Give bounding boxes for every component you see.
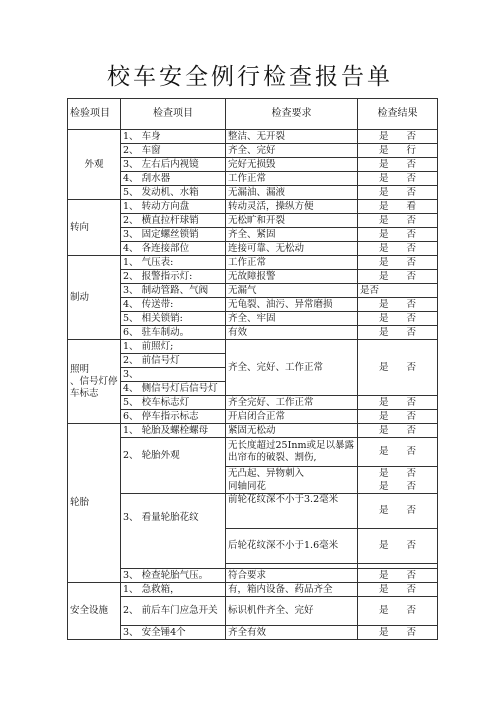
check-requirement: 完好无损毁 [226, 158, 358, 172]
page-title: 校车安全例行检查报告单 [107, 64, 393, 90]
check-item: 5、 发动机、水箱 [121, 186, 226, 200]
table-row [68, 424, 438, 438]
check-requirement: 连接可靠、无松动 [226, 242, 358, 256]
table-row [68, 256, 438, 270]
table-row [68, 583, 438, 597]
check-item: 1、 转动方向盘 [121, 200, 226, 214]
check-item: 1、 前照灯; [121, 340, 226, 354]
table-row [68, 298, 438, 312]
table-row [68, 340, 438, 354]
check-result: 是 否 [358, 340, 438, 396]
table-row [68, 158, 438, 172]
check-item: 4、 传送带: [121, 298, 226, 312]
check-requirement: 齐全完好、工作正常 [226, 396, 358, 410]
check-item: 2、 前信号灯 [121, 354, 226, 368]
table-row [68, 569, 438, 583]
check-item: 3、 固定螺丝锁销 [121, 228, 226, 242]
check-requirement: 齐全有效 [226, 626, 358, 640]
category-exterior: 外观 [68, 130, 121, 200]
table-header-row [68, 99, 438, 130]
table-row [68, 144, 438, 158]
check-item: 4、 刮水器 [121, 172, 226, 186]
check-requirement: 无漏气 [226, 284, 358, 298]
table-row [68, 396, 438, 410]
check-item: 5、 校车标志灯 [121, 396, 226, 410]
check-item: 2、 横直拉杆球销 [121, 214, 226, 228]
table-row [68, 597, 438, 626]
check-item: 2、 轮胎外观 [121, 438, 226, 494]
check-item: 1、 轮胎及螺栓螺母 [121, 424, 226, 438]
check-item: 3、 检查轮胎气压。 [121, 569, 226, 583]
check-result: 是 否 [358, 228, 438, 242]
check-result: 是 否 [358, 270, 438, 284]
check-result: 是 否 [358, 583, 438, 597]
check-result: 是 否 [358, 424, 438, 438]
table-row [68, 312, 438, 326]
table-row [68, 214, 438, 228]
check-item: 2、 前后车门应急开关 [121, 597, 226, 626]
check-requirement: 齐全、牢固 [226, 312, 358, 326]
check-requirement: 无松旷和开裂 [226, 214, 358, 228]
check-requirement: 无故障报警 [226, 270, 358, 284]
check-item: 1、 气压表: [121, 256, 226, 270]
check-requirement: 有，箱内设备、药品齐全 [226, 583, 358, 597]
check-result: 是 否 [358, 396, 438, 410]
table-row [68, 228, 438, 242]
check-requirement: 无漏油、漏液 [226, 186, 358, 200]
check-result: 是 否 [358, 410, 438, 424]
check-result: 是 否 [358, 326, 438, 340]
table-row [68, 172, 438, 186]
check-requirement: 标识机件齐全、完好 [226, 597, 358, 626]
header-category: 检验项目 [68, 99, 121, 130]
table-row [68, 186, 438, 200]
check-requirement: 工作正常 [226, 172, 358, 186]
check-result: 是 否 [358, 597, 438, 626]
check-result: 是 否 [358, 158, 438, 172]
check-item: 3、 制动管路、气阀 [121, 284, 226, 298]
check-requirement: 有效 [226, 326, 358, 340]
check-result: 是 否 [358, 467, 438, 481]
table-row [68, 326, 438, 340]
check-result: 是 行 [358, 144, 438, 158]
check-requirement: 齐全、完好 [226, 144, 358, 158]
table-row [68, 626, 438, 640]
category-steering: 转向 [68, 200, 121, 256]
table-row [68, 438, 438, 467]
table-row [68, 242, 438, 256]
inspection-table [67, 98, 438, 640]
table-row [68, 130, 438, 144]
header-result: 检查结果 [358, 99, 438, 130]
table-row [68, 284, 438, 298]
check-result: 是 否 [358, 172, 438, 186]
check-item: 3、 安全锤4个 [121, 626, 226, 640]
table-row [68, 270, 438, 284]
check-result: 是 否 [358, 298, 438, 312]
check-result: 是 否 [358, 438, 438, 467]
check-requirement: 无龟裂、油污、异常磨损 [226, 298, 358, 312]
check-requirement: 开启闭合正常 [226, 410, 358, 424]
check-requirement: 前轮花纹深不小于3.2毫米 [226, 494, 358, 529]
check-item: 1、 车身 [121, 130, 226, 144]
category-lights: 照明 、信号灯停车标志 [68, 340, 121, 424]
check-result: 是 否 [358, 529, 438, 564]
check-result: 是 否 [358, 569, 438, 583]
check-item: 5、 相关锁销: [121, 312, 226, 326]
header-requirement: 检查要求 [226, 99, 358, 130]
header-item: 检查项目 [121, 99, 226, 130]
check-item: 2、 车窗 [121, 144, 226, 158]
check-requirement: 整洁、无开裂 [226, 130, 358, 144]
check-item: 6、 驻车制动。 [121, 326, 226, 340]
check-item: 2、 报警指示灯: [121, 270, 226, 284]
check-requirement: 齐全、紧固 [226, 228, 358, 242]
category-safety: 安全设施 [68, 583, 121, 640]
check-result: 是 否 [358, 494, 438, 529]
check-result: 是 否 [358, 214, 438, 228]
check-requirement: 无长度超过25Inm或足以暴露出帘布的破裂、割伤, [226, 438, 358, 467]
check-requirement: 无凸起、异物刺入 [226, 467, 358, 481]
check-item: 3、 [121, 368, 226, 382]
check-requirement: 符合要求 [226, 569, 358, 583]
check-requirement: 齐全、完好、工作正常 [226, 340, 358, 396]
check-result: 是 否 [358, 312, 438, 326]
check-requirement: 紧固无松动 [226, 424, 358, 438]
table-row [68, 494, 438, 529]
check-result: 是 否 [358, 256, 438, 270]
check-result: 是否 [358, 284, 438, 298]
check-requirement: 转动灵活，操纵方便 [226, 200, 358, 214]
check-result: 是 否 [358, 130, 438, 144]
check-item: 1、 急救箱， [121, 583, 226, 597]
table-row [68, 410, 438, 424]
check-item: 3、 看量轮胎花纹 [121, 494, 226, 569]
check-result: 是 否 [358, 626, 438, 640]
check-result: 是 否 [358, 242, 438, 256]
category-tires: 轮胎 [68, 424, 121, 583]
check-item: 4、 各连接部位 [121, 242, 226, 256]
check-item: 3、 左右后内视镜 [121, 158, 226, 172]
check-result: 是 看 [358, 200, 438, 214]
check-requirement: 同轴同花 [226, 480, 358, 494]
category-brake: 制动 [68, 256, 121, 340]
check-requirement: 后轮花纹深不小于1.6毫米 [226, 529, 358, 564]
check-item: 4、 侧信号灯后信号灯 [121, 382, 226, 396]
check-item: 6、 停车指示标志 [121, 410, 226, 424]
table-row [68, 200, 438, 214]
check-result: 是 否 [358, 480, 438, 494]
check-requirement: 工作正常 [226, 256, 358, 270]
check-result: 是 否 [358, 186, 438, 200]
